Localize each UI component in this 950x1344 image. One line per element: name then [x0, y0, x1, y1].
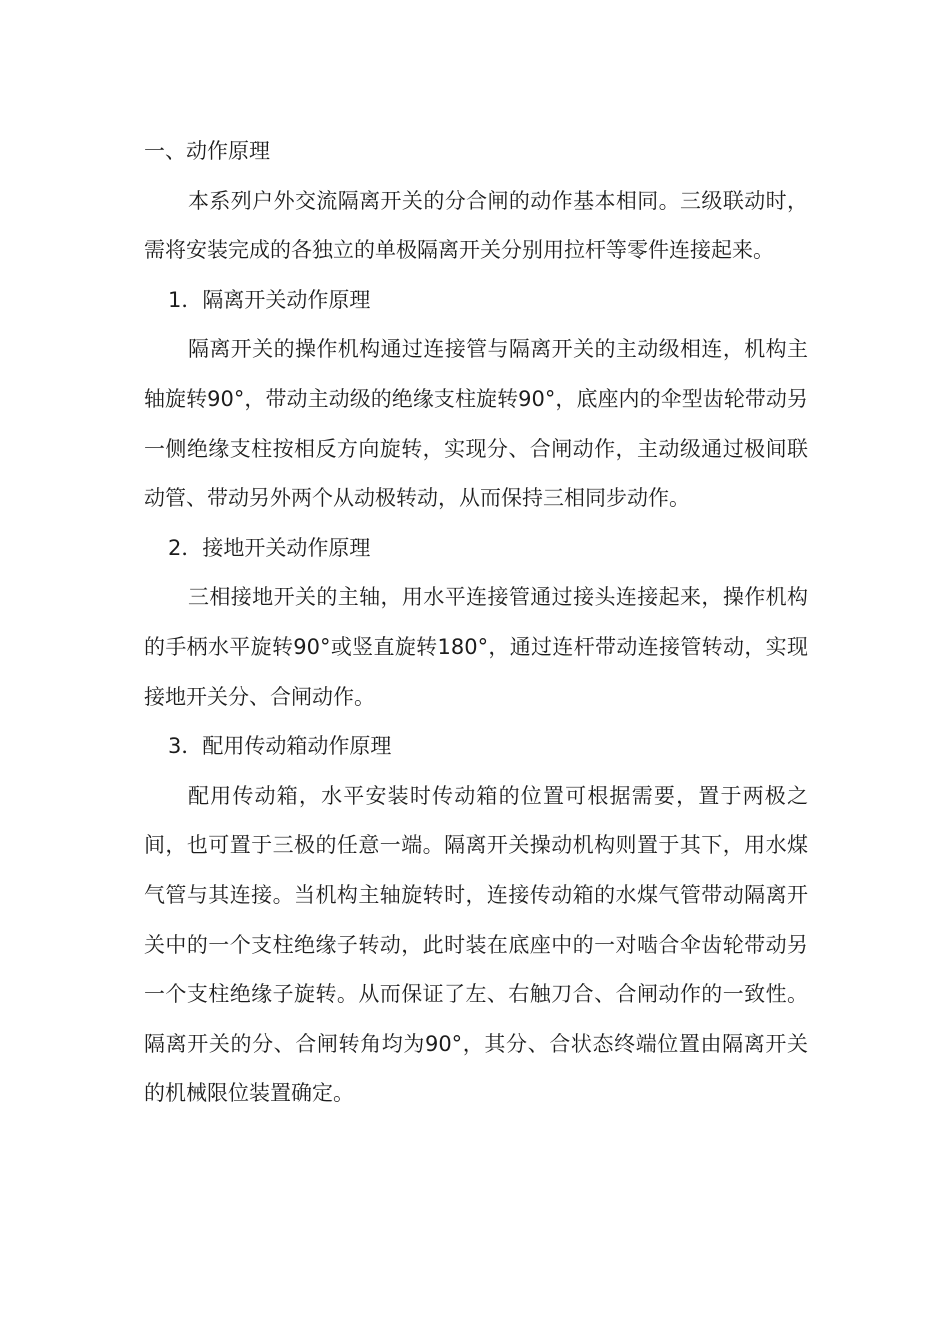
subsection-paragraph-2: 三相接地开关的主轴，用水平连接管通过接头连接起来，操作机构的手柄水平旋转90°或竖直旋转180°，通过连杆带动连接管转动，实现接地开关分、合闸动作。 [144, 585, 808, 709]
subsection-paragraph-3: 配用传动箱，水平安装时传动箱的位置可根据需要，置于两极之间，也可置于三极的任意一端。隔离开关操动机构则置于其下，用水煤气管与其连接。当机构主轴旋转时，连接传动箱的水煤气管带动隔离开关中的一个支柱绝缘子转动，此时装在底座中的一对啮合伞齿轮带动另一个支柱绝缘子旋转。从而保证了左、右触刀合、合闸动作的一致性。隔离开关的分、合闸转角均为90°，其分、合状态终端位置由隔离开关的机械限位装置确定。 [144, 783, 808, 1106]
document-page [144, 127, 808, 1119]
subsection-heading-3: 3．配用传动箱动作原理 [168, 734, 392, 759]
subsection-paragraph-1: 隔离开关的操作机构通过连接管与隔离开关的主动级相连，机构主轴旋转90°，带动主动级的绝缘支柱旋转90°，底座内的伞型齿轮带动另一侧绝缘支柱按相反方向旋转，实现分、合闸动作，主动级通过极间联动管、带动另外两个从动极转动，从而保持三相同步动作。 [144, 337, 808, 511]
section-title: 一、动作原理 [144, 139, 270, 163]
subsection-heading-1: 1．隔离开关动作原理 [168, 287, 371, 312]
subsection-heading-2: 2．接地开关动作原理 [168, 535, 371, 560]
intro-paragraph: 本系列户外交流隔离开关的分合闸的动作基本相同。三级联动时，需将安装完成的各独立的单极隔离开关分别用拉杆等零件连接起来。 [144, 188, 808, 263]
